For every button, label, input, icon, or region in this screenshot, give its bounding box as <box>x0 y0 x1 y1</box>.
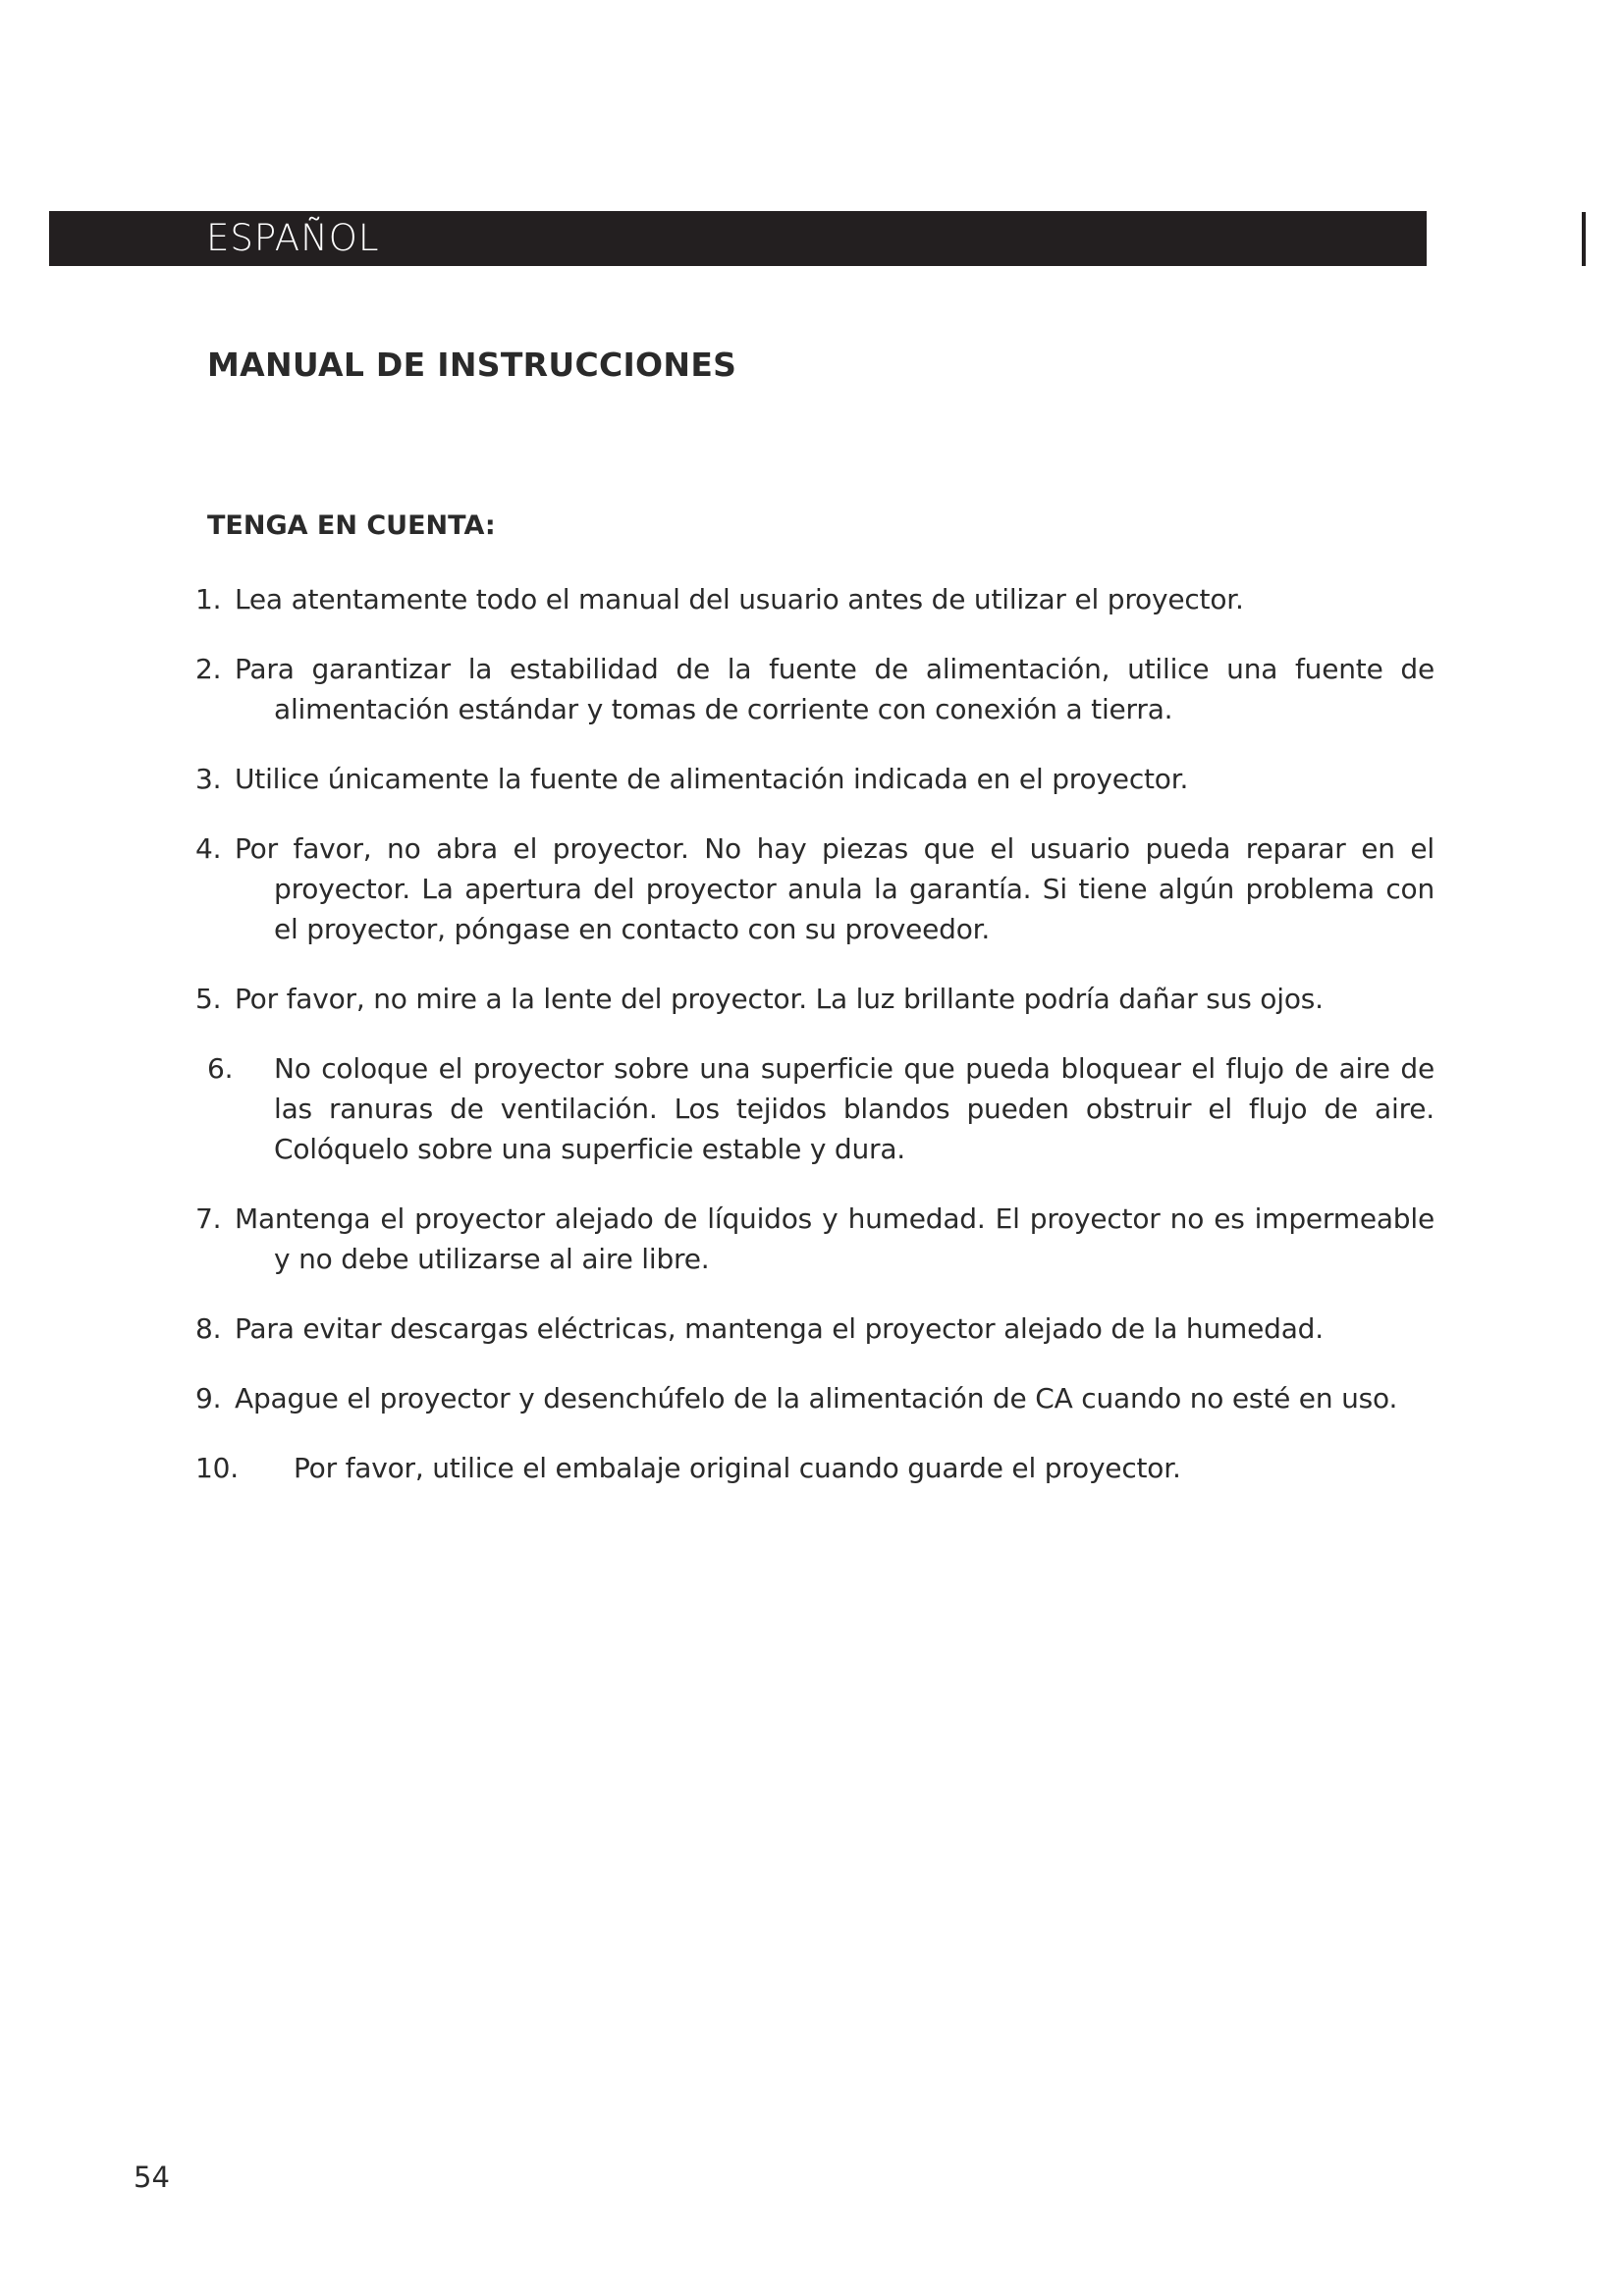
list-item-text: Para garantizar la estabilidad de la fuente de alimentación, utilice una fuente de alimentación estándar y tomas de corriente con conexión a tierra. <box>235 653 1435 725</box>
list-item-text: Por favor, no mire a la lente del proyector. La luz brillante podría dañar sus ojos. <box>235 983 1324 1015</box>
list-item-number: 10. <box>195 1452 239 1484</box>
list-item <box>195 759 1435 799</box>
list-item <box>195 1448 1435 1488</box>
list-item-text: Mantenga el proyector alejado de líquidos y humedad. El proyector no es impermeable y no debe utilizarse al aire libre. <box>235 1202 1435 1275</box>
instruction-list <box>195 579 1435 1518</box>
list-item-number: 3. <box>195 763 222 795</box>
list-item-number: 4. <box>195 832 222 865</box>
page-number: 54 <box>134 2161 170 2194</box>
list-item <box>195 1199 1435 1279</box>
list-item-text: No coloque el proyector sobre una superficie que pueda bloquear el flujo de aire de las ranuras de ventilación. Los tejidos blandos pueden obstruir el flujo de aire. Colóquelo sobre una superficie estable y dura. <box>274 1052 1435 1165</box>
list-item-number: 1. <box>195 583 222 615</box>
list-item <box>195 1308 1435 1349</box>
list-item-number: 8. <box>195 1312 222 1345</box>
list-item-text: Por favor, utilice el embalaje original cuando guarde el proyector. <box>294 1452 1181 1484</box>
list-item-number: 6. <box>207 1052 234 1085</box>
list-item <box>195 579 1435 619</box>
page-edge-marker <box>1582 212 1586 266</box>
list-item <box>195 979 1435 1019</box>
manual-title: MANUAL DE INSTRUCCIONES <box>207 346 737 384</box>
list-item <box>207 1048 1435 1169</box>
list-item-number: 7. <box>195 1202 222 1235</box>
list-item-number: 2. <box>195 653 222 685</box>
list-item-text: Para evitar descargas eléctricas, mantenga el proyector alejado de la humedad. <box>235 1312 1324 1345</box>
list-item-text: Por favor, no abra el proyector. No hay piezas que el usuario pueda reparar en el proyector. La apertura del proyector anula la garantía. Si tiene algún problema con el proyector, póngase en contacto con su proveedor. <box>235 832 1435 945</box>
list-item-text: Utilice únicamente la fuente de alimentación indicada en el proyector. <box>235 763 1189 795</box>
list-item-number: 9. <box>195 1382 222 1415</box>
note-heading: TENGA EN CUENTA: <box>207 510 496 541</box>
list-item-text: Lea atentamente todo el manual del usuario antes de utilizar el proyector. <box>235 583 1244 615</box>
list-item <box>195 1378 1435 1418</box>
language-header-bar <box>49 211 1427 266</box>
list-item-text: Apague el proyector y desenchúfelo de la alimentación de CA cuando no esté en uso. <box>235 1382 1398 1415</box>
list-item-number: 5. <box>195 983 222 1015</box>
language-label: ESPAÑOL <box>206 217 380 259</box>
list-item <box>195 828 1435 949</box>
list-item <box>195 649 1435 729</box>
